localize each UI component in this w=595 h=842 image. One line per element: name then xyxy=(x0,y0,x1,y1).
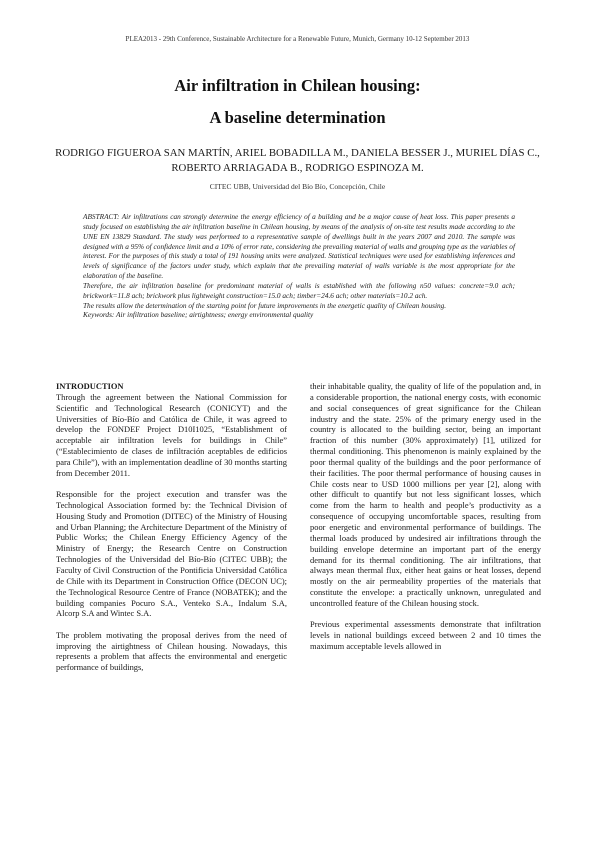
author-list: RODRIGO FIGUEROA SAN MARTÍN, ARIEL BOBADILLA M., DANIELA BESSER J., MURIEL DÍAS C., ROBERTO ARRIAGADA B., RODRIGO ESPINOZA M. xyxy=(55,147,540,174)
body-paragraph-1: their inhabitable quality, the quality of life of the population and, in a considerable proportion, the national energy costs, with economic and social consequences of great significance for the Chilean industry and the state. 25% of the primary energy used in the country is allocated to the building sector, being an important fraction of this number (30% approximately) [1], utilized for thermal conditioning. This phenomenon is mainly explained by the poor thermal quality of the buildings and the poor performance of their facilities. The poor thermal performance of housing causes in Chile costs near to USD 1000 millions per year [2], along with other difficult to quantify but not less significant losses, which come from the harm to health and people’s productivity as a consequence of occupying uncomfortable spaces, resulting from poor energetic and environmental performance of buildings. The thermal loads produced by undesired air infiltrations through the building envelope determine an important part of the energy demand for its thermal conditioning. The air infiltrations, that always mean thermal flux, either heat gains or heat losses, depend mostly on the air permeability properties of the materials that constitute the envelope: a practically unknown, unregulated and uncontrolled feature of the Chilean housing stock. xyxy=(310,381,541,608)
right-column xyxy=(310,381,541,662)
abstract-block xyxy=(83,212,515,320)
intro-paragraph-3: The problem motivating the proposal derives from the need of improving the airtightness of Chilean housing. Nowadays, this represents a problem that affects the environmental and energetic performance of buildings, xyxy=(56,629,287,673)
intro-paragraph-2: Responsible for the project execution and transfer was the Technological Association formed by: the Technical Division of Housing Study and Promotion (DITEC) of the Ministry of Housing and Urban Planning; the Architecture Department of the Ministry of Public Works; the Chilean Energy Efficiency Agency of the Ministry of Energy; the Research Centre on Construction Technologies of the Universidad del Bío-Bío (CITEC UBB); the Faculty of Civil Construction of the Pontificia Universidad Católica de Chile with its Department in Construction Office (DECON UC); the Technological Resource Centre of France (NOBATEK); and the building companies Pocuro S.A., Venteko S.A., Indalum S.A, Alcorp S.A and Wintec S.A. xyxy=(56,489,287,619)
section-heading-introduction: INTRODUCTION xyxy=(56,381,124,391)
keywords: Keywords: Air infiltration baseline; airtightness; energy environmental quality xyxy=(83,310,314,320)
left-column xyxy=(56,381,287,684)
abstract-conclusion: The results allow the determination of the starting point for future improvements in the energetic quality of Chilean housing. xyxy=(83,300,447,310)
body-paragraph-2: Previous experimental assessments demonstrate that infiltration levels in national buildings exceed between 2 and 10 times the maximum acceptable levels allowed in xyxy=(310,619,541,651)
abstract-paragraph: ABSTRACT: Air infiltrations can strongly determine the energy efficiency of a building and be a major cause of heat loss. This paper presents a study focused on establishing the air infiltration baseline in Chilean housing, by means of the analysis of on-site test results made according to the UNE EN 13829 Standard. The study was performed to a representative sample of dwellings built in the years 2007 and 2010. The sample was designed with a 95% of confidence limit and a 10% of error rate, considering the prevailing material of walls and grouping type as the variables of interest. For the purposes of this study a total of 191 housing units were analyzed. Statistical techniques were used for establishing inferences and levels of significance of the factors under study, which explain that the prevailing material of walls variable is the most appropriate for the elaboration of the baseline. xyxy=(83,212,515,281)
abstract-baseline-values: Therefore, the air infiltration baseline for predominant material of walls is established with the following n50 values: concrete=9.0 ach; brickwork=11.8 ach; brickwork plus lightweight construction=15.0 ach; timber=24.6 ach; other materials=10.2 ach. xyxy=(83,280,515,300)
running-header: PLEA2013 - 29th Conference, Sustainable Architecture for a Renewable Future, Munich, Germany 10-12 September 2013 xyxy=(125,35,470,43)
intro-paragraph-1-text: Through the agreement between the National Commission for Scientific and Technological Research (CONICYT) and the Universities of Bío-Bío and Católica de Chile, it was agreed to develop the FONDEF Project D10I1025, “Establishment of acceptable air infiltration levels for buildings in Chile” (“Establecimiento de clases de infiltración aceptables de edificios para Chile”), with an implementation deadline of 30 months starting from December 2011. xyxy=(56,391,287,478)
paper-title-line-1: Air infiltration in Chilean housing: xyxy=(174,76,421,95)
intro-paragraph-1 xyxy=(56,381,287,479)
paper-title-line-2: A baseline determination xyxy=(209,108,386,127)
affiliation: CITEC UBB, Universidad del Bío Bío, Concepción, Chile xyxy=(209,182,386,191)
